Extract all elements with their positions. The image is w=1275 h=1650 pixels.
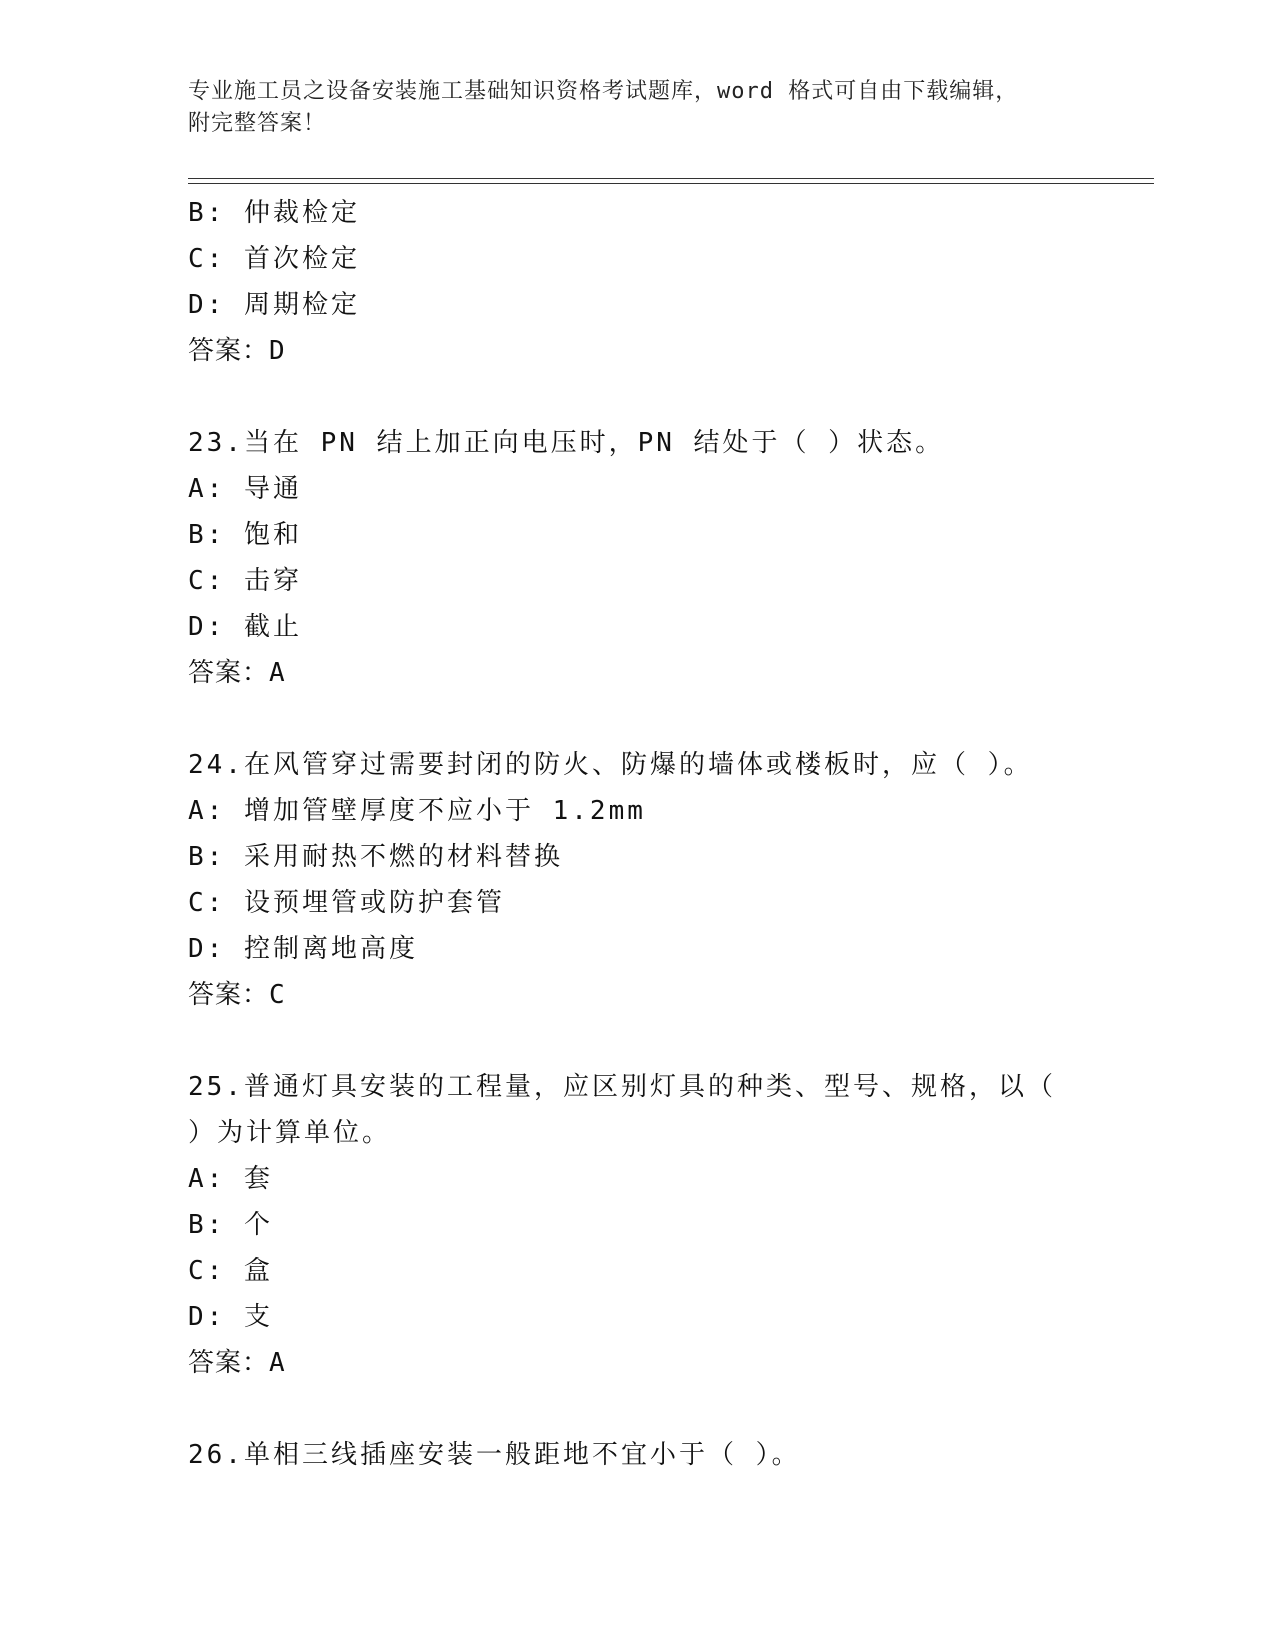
spacer [188,374,1088,420]
question-22-tail [188,190,1088,374]
option-c: C: 首次检定 [188,244,360,274]
option-b: B: 采用耐热不燃的材料替换 [188,842,563,872]
question-list [188,190,1088,1478]
option-b: B: 个 [188,1210,273,1240]
question-stem-line-2: ）为计算单位。 [188,1118,392,1148]
header-line-1: 专业施工员之设备安装施工基础知识资格考试题库，word 格式可自由下载编辑， [188,79,1019,104]
option-d: D: 周期检定 [188,290,360,320]
header-line-2: 附完整答案！ [188,111,327,136]
header-divider-bottom [188,183,1154,184]
option-b: B: 饱和 [188,520,302,550]
spacer [188,1386,1088,1432]
document-header [188,76,1068,140]
option-a: A: 增加管壁厚度不应小于 1.2mm [188,796,646,826]
option-a: A: 套 [188,1164,273,1194]
question-26 [188,1432,1088,1478]
option-d: D: 支 [188,1302,273,1332]
question-stem: 23.当在 PN 结上加正向电压时，PN 结处于（ ）状态。 [188,428,945,458]
spacer [188,1018,1088,1064]
question-stem: 26.单相三线插座安装一般距地不宜小于（ ）。 [188,1440,801,1470]
question-stem-line-1: 25.普通灯具安装的工程量，应区别灯具的种类、型号、规格，以（ [188,1072,1056,1102]
option-c: C: 击穿 [188,566,302,596]
option-c: C: 盒 [188,1256,273,1286]
answer: 答案：A [188,1348,286,1378]
spacer [188,696,1088,742]
option-d: D: 截止 [188,612,302,642]
question-stem: 24.在风管穿过需要封闭的防火、防爆的墙体或楼板时，应（ ）。 [188,750,1033,780]
option-d: D: 控制离地高度 [188,934,418,964]
question-24 [188,742,1088,1018]
option-b: B: 仲裁检定 [188,198,360,228]
answer: 答案：A [188,658,286,688]
question-25 [188,1064,1088,1386]
option-a: A: 导通 [188,474,302,504]
answer: 答案：C [188,980,286,1010]
option-c: C: 设预埋管或防护套管 [188,888,505,918]
answer: 答案：D [188,336,286,366]
header-divider-top [188,178,1154,179]
question-23 [188,420,1088,696]
